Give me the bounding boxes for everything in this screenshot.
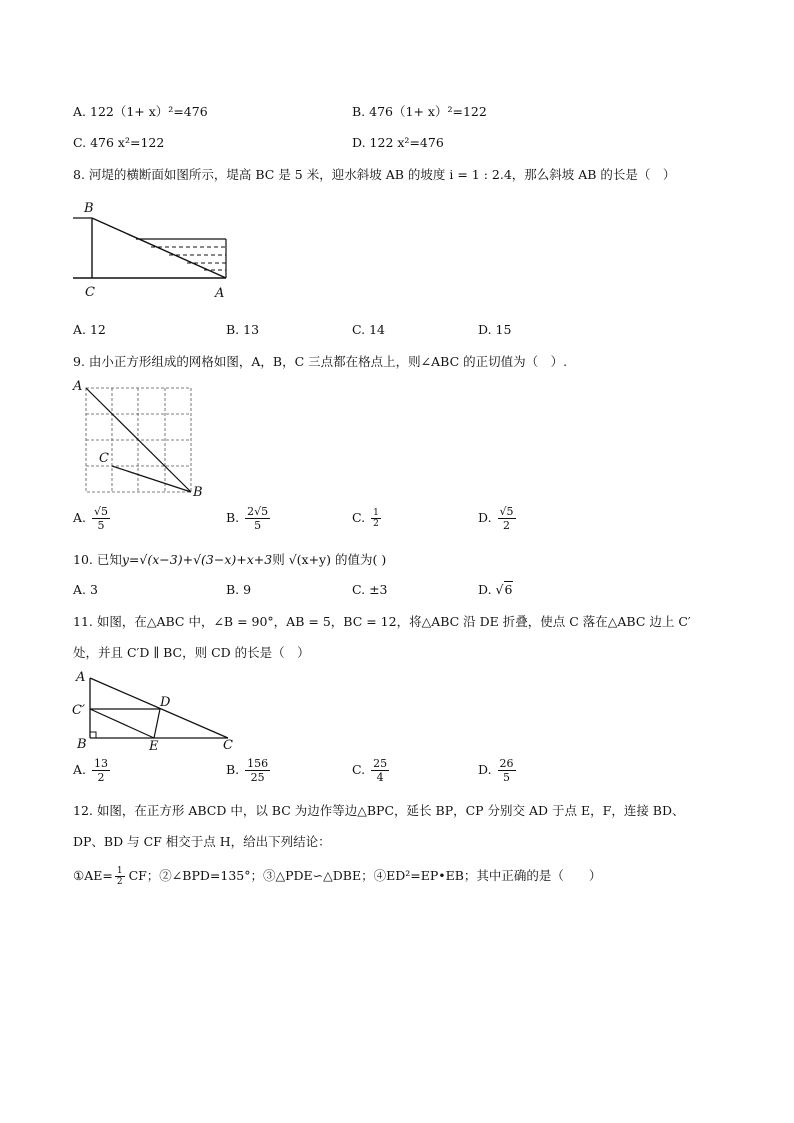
q10-question-text [73, 552, 386, 568]
q12-conclusions [73, 866, 601, 887]
q12-conclusion-rest: CF；②∠BPD=135°；③△PDE∽△DBE；④ED²=EP•EB；其中正确的是（ ） [128, 868, 602, 883]
q12-conclusion-1-numerator: 1 [116, 866, 123, 876]
q10-option-a: A. 3 [73, 582, 98, 597]
q7-option-d [352, 135, 444, 151]
q9-option-b-denominator: 5 [254, 519, 262, 532]
q10-suffix: 则 √(x+y) 的值为( ) [272, 552, 387, 567]
q11-option-b [226, 757, 270, 784]
q11-segment-c-prime-e [90, 709, 154, 738]
q9-option-c-label: C. [352, 510, 366, 525]
q10-expression: y=√(x−3)+√(3−x)+x+3 [121, 552, 273, 567]
q9-option-d [478, 505, 516, 532]
q7-option-c-text: 476 x²=122 [90, 135, 165, 150]
q8-label-b: B [84, 201, 94, 216]
q7-option-a-label: A. [73, 104, 87, 119]
q9-segment-cb [112, 466, 191, 492]
q9-option-d-label: D. [478, 510, 492, 525]
q11-option-c-denominator: 4 [376, 771, 384, 784]
q11-option-a-fraction [92, 757, 110, 784]
q9-option-a-numerator: √5 [94, 505, 109, 518]
q8-ab-slope [92, 218, 226, 278]
q11-option-b-numerator: 156 [247, 757, 269, 770]
q11-option-d-fraction [498, 757, 516, 784]
q7-option-a [73, 104, 208, 120]
q9-option-c-fraction [371, 508, 381, 529]
q10-option-d-radicand: 6 [504, 582, 513, 597]
q11-right-angle-mark [90, 732, 96, 738]
q11-option-d [478, 757, 516, 784]
q7-option-b-label: B. [352, 104, 366, 119]
q11-option-d-label: D. [478, 762, 492, 777]
q9-option-a-label: A. [73, 510, 87, 525]
q11-option-b-denominator: 25 [250, 771, 265, 784]
q11-option-c-numerator: 25 [373, 757, 388, 770]
q11-label-c-prime: C′ [72, 703, 85, 718]
q11-side-ac [90, 678, 228, 738]
q11-label-e: E [149, 739, 159, 754]
q9-option-c-numerator: 1 [373, 508, 379, 518]
q7-option-b-text: 476（1+ x）²=122 [369, 104, 487, 119]
q9-option-a-fraction [92, 505, 110, 532]
q9-option-d-fraction [498, 505, 516, 532]
q9-option-a-denominator: 5 [97, 519, 105, 532]
q12-question-line-2: DP、BD 与 CF 相交于点 H，给出下列结论： [73, 834, 331, 849]
q10-option-d-sqrt: √6 [495, 582, 513, 597]
q8-option-d: D. 15 [478, 322, 512, 337]
q8-option-b: B. 13 [226, 322, 260, 337]
q9-grid-figure [70, 376, 210, 501]
q11-option-d-numerator: 26 [499, 757, 514, 770]
q10-option-b: B. 9 [226, 582, 252, 597]
q9-option-c-denominator: 2 [373, 519, 379, 529]
q7-option-a-text: 122（1+ x）²=476 [90, 104, 208, 119]
q8-option-a: A. 12 [73, 322, 106, 337]
q11-option-b-fraction [245, 757, 270, 784]
q10-option-d-label: D. [478, 582, 492, 597]
q11-option-c-label: C. [352, 762, 366, 777]
q8-label-a: A [215, 286, 225, 301]
q11-option-d-denominator: 5 [503, 771, 511, 784]
q9-label-c: C [99, 451, 109, 466]
q12-conclusion-1-prefix: ①AE= [73, 868, 113, 883]
q8-question-text: 8. 河堤的横断面如图所示，堤高 BC 是 5 米，迎水斜坡 AB 的坡度 i = 1 : 2.4，那么斜坡 AB 的长是（ ） [73, 167, 676, 182]
q8-dike-figure [68, 198, 238, 302]
q7-option-c [73, 135, 164, 151]
q7-option-d-text: 122 x²=476 [369, 135, 444, 150]
q7-option-d-label: D. [352, 135, 366, 150]
q10-option-c: C. ±3 [352, 582, 388, 597]
q11-question-line-1: 11. 如图，在△ABC 中，∠B = 90°，AB = 5，BC = 12，将△ABC 沿 DE 折叠，使点 C 落在△ABC 边上 C′ [73, 614, 691, 629]
q11-option-a [73, 757, 110, 784]
q11-label-c: C [223, 738, 233, 753]
q9-option-b-numerator: 2√5 [247, 505, 269, 518]
q9-option-b-fraction [245, 505, 270, 532]
q12-conclusion-1-denominator: 2 [116, 877, 123, 887]
q11-label-d: D [160, 695, 171, 710]
q7-option-b [352, 104, 487, 120]
q9-option-d-numerator: √5 [499, 505, 514, 518]
q11-label-a: A [76, 670, 86, 685]
q7-option-c-label: C. [73, 135, 87, 150]
q11-option-a-denominator: 2 [97, 771, 105, 784]
q9-label-b: B [193, 485, 203, 500]
q9-option-c [352, 508, 381, 529]
q11-triangle-figure [70, 670, 245, 752]
q8-label-c: C [85, 285, 95, 300]
q12-conclusion-1-fraction [115, 866, 125, 887]
q11-option-a-label: A. [73, 762, 87, 777]
q11-option-c [352, 757, 389, 784]
q12-question-line-1: 12. 如图，在正方形 ABCD 中，以 BC 为边作等边△BPC，延长 BP，CP 分别交 AD 于点 E，F，连接 BD、 [73, 803, 685, 818]
q11-option-b-label: B. [226, 762, 240, 777]
q9-question-text: 9. 由小正方形组成的网格如图，A，B，C 三点都在格点上，则∠ABC 的正切值为（ ）. [73, 354, 568, 369]
q11-segment-de [154, 709, 160, 738]
q11-option-c-fraction [371, 757, 389, 784]
q8-option-c: C. 14 [352, 322, 385, 337]
q10-prefix: 10. 已知 [73, 552, 122, 567]
q9-option-b-label: B. [226, 510, 240, 525]
q11-question-line-2: 处，并且 C′D ∥ BC，则 CD 的长是（ ） [73, 645, 310, 660]
q11-option-a-numerator: 13 [94, 757, 108, 770]
q9-option-b [226, 505, 270, 532]
q10-option-d [478, 582, 513, 598]
q9-label-a: A [73, 379, 83, 394]
q9-option-d-denominator: 2 [503, 519, 511, 532]
q9-option-a [73, 505, 110, 532]
q11-label-b: B [77, 737, 87, 752]
